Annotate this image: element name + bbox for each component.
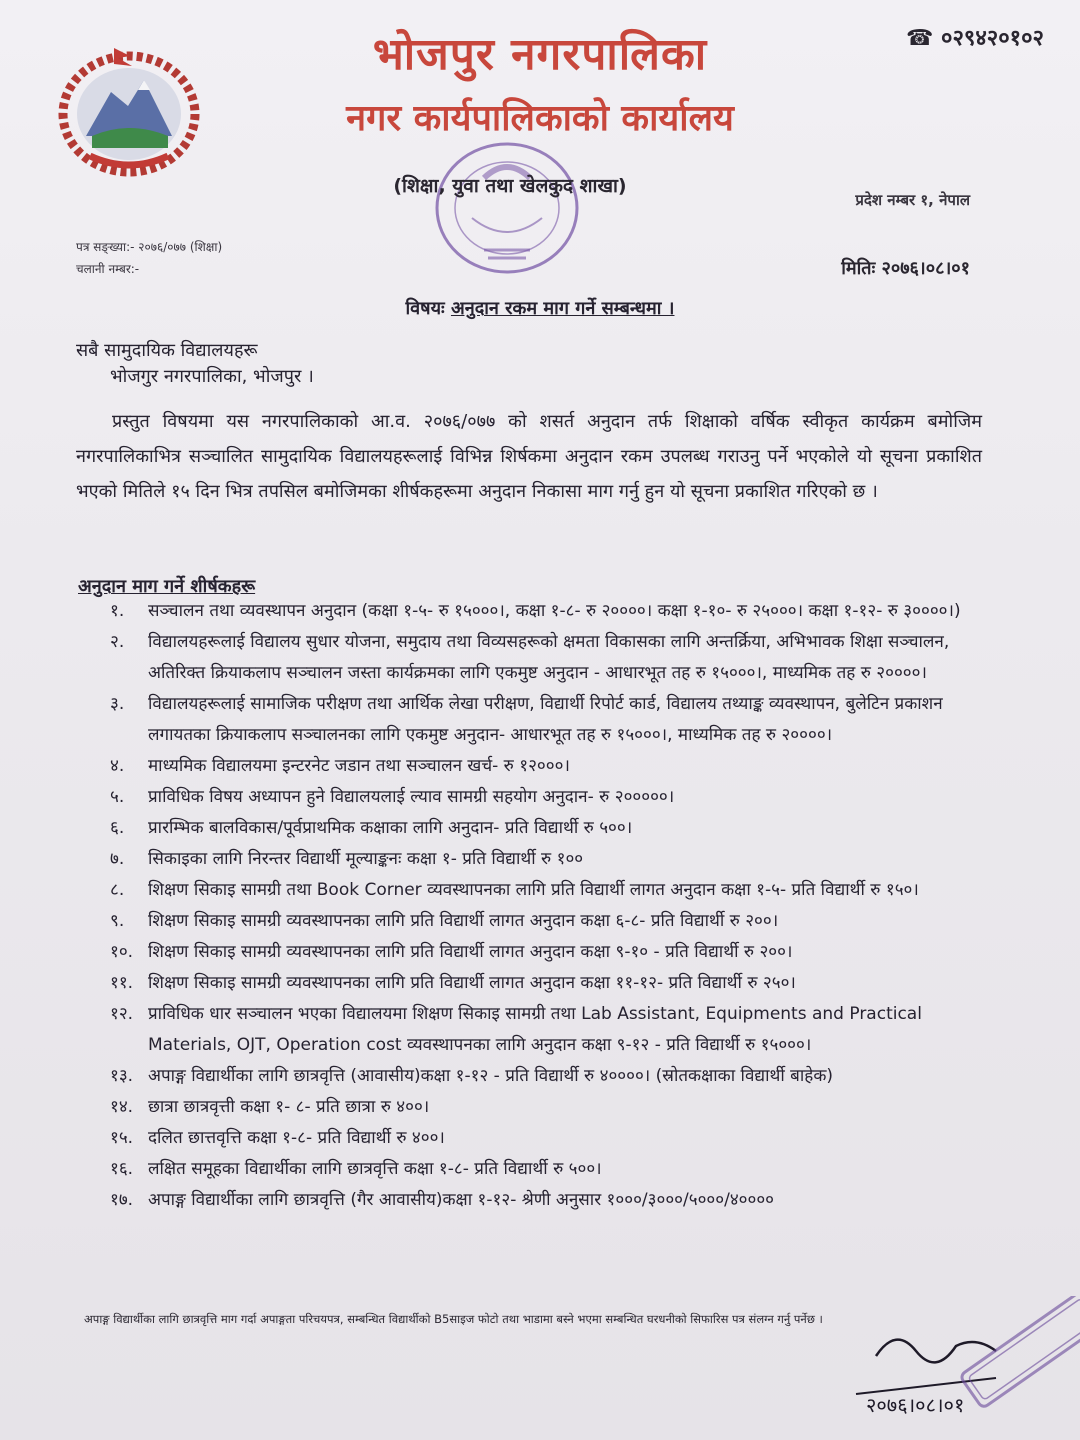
list-item: १५. दलित छात्तवृत्ति कक्षा १-८- प्रति विद्यार्थी रु ४००। xyxy=(110,1128,445,1148)
list-item: ९. शिक्षण सिकाइ सामग्री व्यवस्थापनका लागि प्रति विद्यार्थी लागत अनुदान कक्षा ६-८- प्रति विद्यार्थी रु २००। xyxy=(110,911,779,931)
list-item: १३. अपाङ्ग विद्यार्थीका लागि छात्रवृत्ति (आवासीय)कक्षा १-१२ - प्रति विद्यार्थी रु ४००००। (स्रोतकक्षाका विद्यार्थी बाहेक) xyxy=(110,1066,834,1086)
list-item: १०. शिक्षण सिकाइ सामग्री व्यवस्थापनका लागि प्रति विद्यार्थी लागत अनुदान कक्षा ९-१० - प्रति विद्यार्थी रु २००। xyxy=(110,942,793,962)
list-item: १२. प्राविधिक धार सञ्चालन भएका विद्यालयमा शिक्षण सिकाइ सामग्री तथा Lab Assistant, Equipments and Practical Materials, OJT, Operation cost व्यवस्थापनका लागि अनुदान कक्षा ९-१२ - प्रति विद्यार्थी रु १५०००। xyxy=(110,1004,922,1055)
phone-number: ☎ ०२९४२०१०२ xyxy=(905,26,1044,51)
recipient-line-1: सबै सामुदायिक विद्यालयहरू xyxy=(76,340,258,361)
list-item: १६. लक्षित समूहका विद्यार्थीका लागि छात्रवृत्ति कक्षा १-८- प्रति विद्यार्थी रु ५००। xyxy=(110,1159,602,1179)
municipality-title: भोजपुर नगरपालिका xyxy=(372,29,708,80)
letter-date: मितिः २०७६।०८।०१ xyxy=(841,258,970,279)
recipient-line-2: भोजगुर नगरपालिका, भोजपुर । xyxy=(110,366,314,387)
list-item: १. सञ्चालन तथा व्यवस्थापन अनुदान (कक्षा १-५- रु १५०००।, कक्षा १-८- रु २००००। कक्षा १-१०- रु २५०००। कक्षा १-१२- रु ३००००।) xyxy=(110,601,961,621)
footnote: अपाङ्ग विद्यार्थीका लागि छात्रवृत्ति माग गर्दा अपाङ्गता परिचयपत्र, सम्बन्धित विद्यार्थीको B5साइज फोटो तथा भाडामा बस्ने भएमा सम्बन्धित घरधनीको सिफारिस पत्र संलग्न गर्नु पर्नेछ । xyxy=(84,1312,823,1326)
signature-date: २०७६।०८।०१ xyxy=(866,1393,965,1417)
branch-name: (शिक्षा, युवा तथा खेलकुद शाखा) xyxy=(393,175,627,197)
reference-number: पत्र सङ्ख्या:- २०७६/०७७ (शिक्षा) xyxy=(76,240,223,254)
list-item: ७. सिकाइका लागि निरन्तर विद्यार्थी मूल्याङ्कनः कक्षा १- प्रति विद्यार्थी रु १०० xyxy=(110,849,584,869)
grant-items-list xyxy=(110,596,988,1216)
body-paragraph: प्रस्तुत विषयमा यस नगरपालिकाको आ.व. २०७६/०७७ को शसर्त अनुदान तर्फ शिक्षाको वर्षिक स्वीकृत कार्यक्रम बमोजिम नगरपालिकाभित्र सञ्चालित सामुदायिक विद्यालयहरूलाई विभिन्न शिर्षकमा अनुदान रकम उपलब्ध गराउनु पर्ने भएकोले यो सूचना प्रकाशित भएको मितिले १५ दिन भित्र तपसिल बमोजिमका शीर्षकहरूमा अनुदान निकासा माग गर्नु हुन यो सूचना प्रकाशित गरिएको छ । xyxy=(76,411,982,502)
list-item: ६. प्रारम्भिक बालविकास/पूर्वप्राथमिक कक्षाका लागि अनुदान- प्रति विद्यार्थी रु ५००। xyxy=(110,818,633,838)
list-item: १७. अपाङ्ग विद्यार्थीका लागि छात्रवृत्ति (गैर आवासीय)कक्षा १-१२- श्रेणी अनुसार १०००/३०००/५०००/४०००० xyxy=(110,1190,775,1210)
office-seal-stamp xyxy=(432,138,582,278)
subject-label: विषयः xyxy=(405,298,445,319)
signature-stamp xyxy=(846,1296,1080,1440)
dispatch-number: चलानी नम्बर:- xyxy=(76,262,140,276)
subject-line xyxy=(0,296,1080,320)
list-item: १४. छात्रा छात्रवृत्ती कक्षा १- ८- प्रति छात्रा रु ४००। xyxy=(110,1097,430,1117)
office-title: नगर कार्यपालिकाको कार्यालय xyxy=(346,98,734,139)
list-item: ५. प्राविधिक विषय अध्यापन हुने विद्यालयलाई ल्याव सामग्री सहयोग अनुदान- रु २०००००। xyxy=(110,787,675,807)
subject-text: अनुदान रकम माग गर्ने सम्बन्धमा । xyxy=(450,298,675,319)
list-item: ८. शिक्षण सिकाइ सामग्री तथा Book Corner व्यवस्थापनका लागि प्रति विद्यार्थी लागत अनुदान कक्षा १-५- प्रति विद्यार्थी रु १५०। xyxy=(110,880,919,900)
list-item: ११. शिक्षण सिकाइ सामग्री व्यवस्थापनका लागि प्रति विद्यार्थी लागत अनुदान कक्षा ११-१२- प्रति विद्यार्थी रु २५०। xyxy=(110,973,796,993)
list-item: ४. माध्यमिक विद्यालयमा इन्टरनेट जडान तथा सञ्चालन खर्च- रु १२०००। xyxy=(110,756,570,776)
list-item: २. विद्यालयहरूलाई विद्यालय सुधार योजना, समुदाय तथा विव्यसहरूको क्षमता विकासका लागि अन्तर्क्रिया, अभिभावक शिक्षा सञ्चालन, अतिरिक्त क्रियाकलाप सञ्चालन जस्ता कार्यक्रमका लागि एकमुष्ट अनुदान - आधारभूत तह रु १५०००।, माध्यमिक तह रु २००००। xyxy=(110,632,950,683)
province-label: प्रदेश नम्बर १, नेपाल xyxy=(855,191,970,209)
list-heading: अनुदान माग गर्ने शीर्षकहरू xyxy=(78,576,256,597)
list-item: ३. विद्यालयहरूलाई सामाजिक परीक्षण तथा आर्थिक लेखा परीक्षण, विद्यार्थी रिपोर्ट कार्ड, विद्यालय तथ्याङ्क व्यवस्थापन, बुलेटिन प्रकाशन लगायतका क्रियाकलाप सञ्चालनका लागि एकमुष्ट अनुदान- आधारभूत तह रु १५०००।, माध्यमिक तह रु २००००। xyxy=(110,694,943,745)
